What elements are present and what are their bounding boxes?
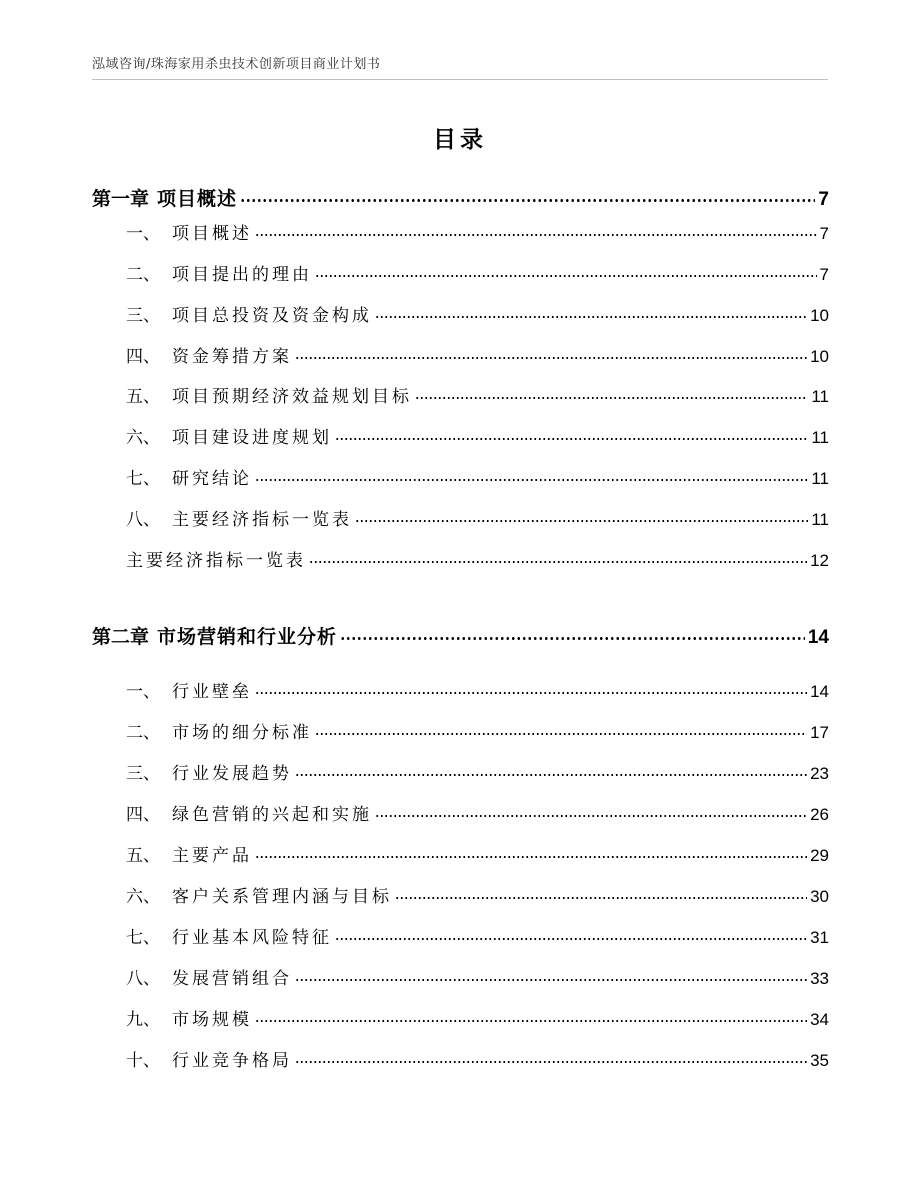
toc-section[interactable]	[126, 382, 829, 407]
toc-section[interactable]	[126, 219, 829, 244]
toc-section[interactable]	[126, 882, 829, 907]
section-title: 主要产品	[172, 846, 252, 866]
page-number: 17	[810, 723, 829, 742]
page-number: 14	[810, 682, 829, 701]
page-number: 10	[810, 306, 829, 325]
section-title: 项目总投资及资金构成	[172, 306, 372, 326]
page-number: 11	[811, 469, 829, 488]
running-header: 泓域咨询/珠海家用杀虫技术创新项目商业计划书	[92, 57, 381, 72]
section-number: 十、	[126, 1051, 160, 1071]
section-title: 项目概述	[172, 224, 252, 244]
dot-leader	[340, 637, 805, 640]
chapter-title: 市场营销和行业分析	[157, 626, 338, 648]
section-title: 研究结论	[172, 469, 252, 489]
toc-section[interactable]	[126, 677, 829, 702]
page-number: 31	[810, 928, 829, 947]
page-number: 26	[810, 805, 829, 824]
section-title: 项目建设进度规划	[172, 428, 332, 448]
page-number: 7	[819, 265, 829, 284]
toc-section[interactable]	[126, 260, 829, 285]
toc-section[interactable]	[126, 301, 829, 326]
dot-leader	[315, 275, 817, 277]
chapter-number: 第一章	[92, 188, 150, 210]
section-number: 七、	[126, 928, 160, 948]
toc-section[interactable]	[126, 923, 829, 948]
section-title: 行业壁垒	[172, 682, 252, 702]
section-number: 八、	[126, 510, 160, 530]
dot-leader	[355, 520, 808, 522]
dot-leader	[375, 316, 807, 318]
section-number: 九、	[126, 1010, 160, 1030]
toc-section[interactable]	[126, 964, 829, 989]
toc-section[interactable]	[126, 464, 829, 489]
dot-leader	[255, 856, 807, 858]
page-number: 14	[807, 627, 829, 648]
page-number: 7	[818, 189, 829, 210]
section-number: 三、	[126, 306, 160, 326]
toc-section[interactable]	[126, 718, 829, 743]
section-title: 绿色营销的兴起和实施	[172, 805, 372, 825]
page-number: 10	[810, 347, 829, 366]
section-number: 四、	[126, 347, 160, 367]
dot-leader	[295, 357, 807, 359]
toc-table-entry[interactable]	[126, 546, 829, 571]
dot-leader	[315, 733, 807, 735]
section-number: 八、	[126, 969, 160, 989]
chapter-title: 项目概述	[157, 188, 238, 210]
section-title: 客户关系管理内涵与目标	[172, 887, 392, 907]
section-title: 发展营销组合	[172, 969, 292, 989]
section-number: 二、	[126, 265, 160, 285]
page-number: 35	[810, 1051, 829, 1070]
dot-leader	[295, 774, 807, 776]
dot-leader	[255, 479, 808, 481]
dot-leader	[415, 397, 808, 399]
toc-section[interactable]	[126, 759, 829, 784]
dot-leader	[375, 815, 807, 817]
dot-leader	[255, 692, 807, 694]
section-title: 行业基本风险特征	[172, 928, 332, 948]
toc-chapter-2[interactable]	[92, 622, 829, 649]
toc-section[interactable]	[126, 423, 829, 448]
section-number: 一、	[126, 682, 160, 702]
page-number: 33	[810, 969, 829, 988]
section-title: 市场规模	[172, 1010, 252, 1030]
page-number: 12	[810, 551, 829, 570]
toc-section[interactable]	[126, 1005, 829, 1030]
section-number: 三、	[126, 764, 160, 784]
dot-leader	[255, 1020, 807, 1022]
section-title: 项目预期经济效益规划目标	[172, 387, 412, 407]
page-number: 11	[811, 510, 829, 529]
section-number: 四、	[126, 805, 160, 825]
dot-leader	[335, 438, 808, 440]
page-title: 目录	[433, 127, 487, 153]
section-number: 七、	[126, 469, 160, 489]
page-number: 11	[811, 387, 829, 406]
dot-leader	[295, 979, 807, 981]
section-number: 二、	[126, 723, 160, 743]
page-number: 7	[819, 224, 829, 243]
page-number: 34	[810, 1010, 829, 1029]
toc-section[interactable]	[126, 342, 829, 367]
toc-section[interactable]	[126, 505, 829, 530]
section-title: 市场的细分标准	[172, 723, 312, 743]
toc-chapter-1[interactable]	[92, 184, 829, 211]
toc-section[interactable]	[126, 1046, 829, 1071]
page-number: 29	[810, 846, 829, 865]
toc-section[interactable]	[126, 841, 829, 866]
section-title: 行业竞争格局	[172, 1051, 292, 1071]
section-number: 六、	[126, 887, 160, 907]
section-number: 六、	[126, 428, 160, 448]
dot-leader	[309, 561, 807, 563]
section-number: 五、	[126, 387, 160, 407]
dot-leader	[395, 897, 807, 899]
chapter-number: 第二章	[92, 626, 150, 648]
section-title: 资金筹措方案	[172, 347, 292, 367]
page-number: 30	[810, 887, 829, 906]
page-number: 11	[811, 428, 829, 447]
section-number: 五、	[126, 846, 160, 866]
dot-leader	[335, 938, 807, 940]
page-number: 23	[810, 764, 829, 783]
section-number: 一、	[126, 224, 160, 244]
section-title: 项目提出的理由	[172, 265, 312, 285]
section-title: 主要经济指标一览表	[172, 510, 352, 530]
dot-leader	[255, 234, 817, 236]
dot-leader	[295, 1061, 807, 1063]
table-entry-title: 主要经济指标一览表	[126, 551, 306, 571]
toc-section[interactable]	[126, 800, 829, 825]
dot-leader	[240, 199, 815, 202]
section-title: 行业发展趋势	[172, 764, 292, 784]
